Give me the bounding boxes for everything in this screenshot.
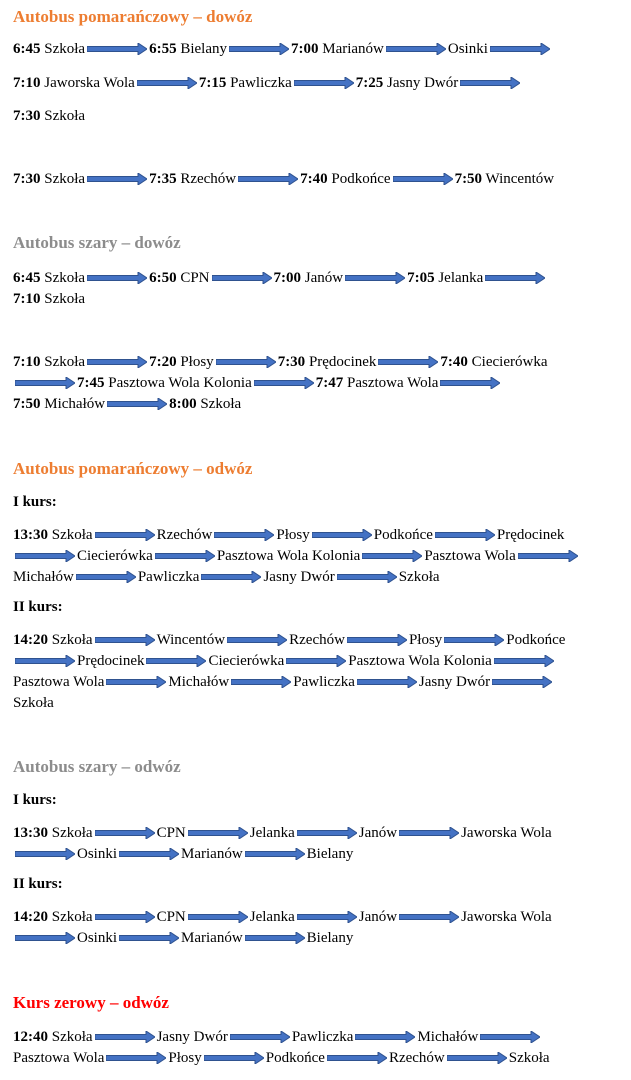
stop-name: Jelanka: [249, 824, 295, 841]
section-heading: Autobus szary – dowóz: [13, 233, 181, 252]
bus-stop: [359, 909, 397, 926]
stop-name: Bielany: [306, 845, 354, 862]
stop-time: 7:30: [13, 170, 41, 187]
arrow-right-icon: [518, 550, 578, 562]
stop-time: 7:00: [273, 269, 302, 286]
stop-name: Ciecierówka: [77, 547, 153, 564]
route-line: [13, 567, 440, 587]
stop-name: Jasny Dwór: [263, 568, 335, 585]
arrow-right-icon: [15, 932, 75, 944]
stop-name: Jasny Dwór: [156, 1028, 228, 1045]
bus-stop: [399, 569, 440, 586]
bus-stop: [77, 846, 117, 863]
stop-name: Jelanka: [438, 269, 484, 286]
bus-stop: [455, 171, 555, 188]
bus-stop: [419, 674, 490, 691]
bus-stop: [276, 527, 309, 544]
stop-name: Rzechów: [180, 170, 237, 187]
arrow-right-icon: [435, 529, 495, 541]
stop-name: Michałów: [417, 1028, 479, 1045]
stop-name: Pawliczka: [291, 1028, 354, 1045]
bus-stop: [292, 1029, 354, 1046]
arrow-right-icon: [386, 43, 446, 55]
section-heading: Autobus pomarańczowy – odwóz: [13, 459, 253, 478]
arrow-right-icon: [87, 173, 147, 185]
stop-name: Wincentów: [485, 170, 555, 187]
route-line: [13, 525, 564, 545]
bus-stop: [13, 291, 85, 308]
arrow-right-icon: [297, 827, 357, 839]
bus-stop: [157, 825, 186, 842]
bus-stop: [13, 75, 135, 92]
stop-name: Jaworska Wola: [461, 908, 552, 925]
arrow-right-icon: [245, 932, 305, 944]
stop-time: 7:30: [13, 107, 41, 124]
stop-time: 7:15: [198, 74, 227, 91]
arrow-right-icon: [214, 529, 274, 541]
stop-time: 7:20: [149, 353, 177, 370]
bus-stop: [293, 674, 355, 691]
stop-name: Wincentów: [156, 631, 226, 648]
bus-stop: [13, 1050, 104, 1067]
stop-time: 6:45: [13, 40, 41, 57]
arrow-right-icon: [137, 77, 197, 89]
route-line: [13, 546, 580, 566]
arrow-right-icon: [229, 43, 289, 55]
bus-stop: [13, 41, 85, 58]
arrow-right-icon: [15, 655, 75, 667]
stop-name: Jaworska Wola: [461, 824, 552, 841]
stop-name: Michałów: [44, 395, 106, 412]
stop-name: Osinki: [77, 845, 118, 862]
bus-stop: [497, 527, 564, 544]
bus-stop: [149, 270, 209, 287]
stop-name: Bielany: [180, 40, 227, 57]
arrow-right-icon: [362, 550, 422, 562]
stop-name: Płosy: [180, 353, 214, 370]
bus-stop: [13, 569, 74, 586]
stop-time: 7:45: [77, 374, 105, 391]
bus-stop: [506, 632, 565, 649]
bus-stop: [13, 825, 93, 842]
stop-time: 6:45: [13, 269, 41, 286]
stop-name: Szkoła: [51, 526, 93, 543]
kurs-label: I kurs:: [13, 792, 57, 808]
route-line: [13, 394, 241, 414]
stop-name: Osinki: [447, 40, 488, 57]
arrow-right-icon: [230, 1031, 290, 1043]
arrow-right-icon: [188, 827, 248, 839]
arrow-right-icon: [204, 1052, 264, 1064]
bus-stop: [307, 930, 354, 947]
bus-stop: [307, 846, 354, 863]
stop-time: 7:10: [13, 74, 41, 91]
arrow-right-icon: [286, 655, 346, 667]
bus-stop: [181, 930, 243, 947]
stop-name: Szkoła: [508, 1049, 550, 1066]
stop-name: Rzechów: [388, 1049, 445, 1066]
kurs-label: II kurs:: [13, 876, 63, 892]
stop-name: Płosy: [408, 631, 443, 648]
stop-time: 7:50: [13, 395, 41, 412]
bus-stop: [13, 354, 85, 371]
arrow-right-icon: [492, 676, 552, 688]
arrow-right-icon: [347, 634, 407, 646]
bus-stop: [407, 270, 483, 287]
bus-stop: [13, 396, 105, 413]
stop-name: Rzechów: [289, 631, 345, 648]
stop-time: 13:30: [13, 824, 48, 841]
bus-stop: [509, 1050, 550, 1067]
route-line: [13, 1027, 542, 1047]
bus-stop: [138, 569, 200, 586]
stop-name: Michałów: [168, 673, 230, 690]
arrow-right-icon: [87, 272, 147, 284]
arrow-right-icon: [95, 1031, 155, 1043]
route-line: [13, 693, 54, 713]
stop-name: Płosy: [168, 1049, 202, 1066]
bus-stop: [440, 354, 547, 371]
arrow-right-icon: [76, 571, 136, 583]
stop-name: CPN: [156, 908, 186, 925]
stop-name: Szkoła: [398, 568, 440, 585]
route-line: [13, 268, 547, 288]
route-line: [13, 844, 353, 864]
route-line: [13, 672, 554, 692]
route-line: [13, 928, 353, 948]
bus-stop: [13, 527, 93, 544]
bus-stop: [461, 825, 552, 842]
arrow-right-icon: [245, 848, 305, 860]
stop-name: Szkoła: [44, 107, 86, 124]
arrow-right-icon: [188, 911, 248, 923]
stop-time: 13:30: [13, 526, 48, 543]
route-line: [13, 651, 556, 671]
stop-name: CPN: [180, 269, 210, 286]
bus-stop: [157, 1029, 228, 1046]
stop-time: 14:20: [13, 631, 48, 648]
bus-stop: [77, 375, 252, 392]
stop-name: Prędocinek: [77, 652, 145, 669]
bus-stop: [181, 846, 243, 863]
bus-stop: [266, 1050, 325, 1067]
route-line: [13, 106, 85, 126]
bus-stop: [13, 270, 85, 287]
bus-stop: [149, 41, 227, 58]
stop-name: CPN: [156, 824, 186, 841]
bus-stop: [409, 632, 442, 649]
stop-name: Jelanka: [249, 908, 295, 925]
bus-stop: [417, 1029, 478, 1046]
stop-name: Szkoła: [44, 170, 86, 187]
arrow-right-icon: [485, 272, 545, 284]
bus-stop: [168, 1050, 201, 1067]
stop-name: Szkoła: [51, 631, 93, 648]
stop-name: Jasny Dwór: [386, 74, 459, 91]
route-line: [13, 823, 552, 843]
arrow-right-icon: [444, 634, 504, 646]
stop-name: Szkoła: [13, 694, 54, 711]
stop-name: Ciecierówka: [471, 353, 548, 370]
arrow-right-icon: [119, 932, 179, 944]
stop-name: Szkoła: [44, 269, 86, 286]
kurs-label: II kurs:: [13, 599, 63, 615]
stop-name: Marianów: [181, 845, 243, 862]
route-line: [13, 907, 552, 927]
arrow-right-icon: [95, 911, 155, 923]
stop-time: 7:05: [407, 269, 435, 286]
route-line: [13, 289, 85, 309]
stop-name: Janów: [358, 824, 398, 841]
bus-stop: [250, 909, 295, 926]
stop-name: Michałów: [13, 568, 74, 585]
stop-name: Prędocinek: [496, 526, 565, 543]
stop-name: Podkońce: [265, 1049, 325, 1066]
stop-time: 14:20: [13, 908, 48, 925]
bus-stop: [77, 548, 153, 565]
section-heading: Autobus szary – odwóz: [13, 757, 181, 776]
route-line: [13, 73, 522, 93]
bus-stop: [348, 653, 492, 670]
stop-name: Janów: [358, 908, 398, 925]
bus-stop: [157, 909, 186, 926]
arrow-right-icon: [15, 848, 75, 860]
stop-name: Pasztowa Wola Kolonia: [348, 652, 492, 669]
stop-time: 7:47: [315, 374, 344, 391]
bus-stop: [168, 674, 229, 691]
arrow-right-icon: [95, 529, 155, 541]
arrow-right-icon: [238, 173, 298, 185]
stop-name: Szkoła: [44, 353, 86, 370]
route-line: [13, 352, 547, 372]
stop-name: Osinki: [77, 929, 118, 946]
stop-name: Marianów: [181, 929, 243, 946]
bus-stop: [278, 354, 377, 371]
bus-stop: [13, 695, 54, 712]
stop-name: Jasny Dwór: [418, 673, 491, 690]
bus-stop: [289, 632, 345, 649]
arrow-right-icon: [393, 173, 453, 185]
stop-time: 7:30: [277, 353, 306, 370]
arrow-right-icon: [355, 1031, 415, 1043]
arrow-right-icon: [227, 634, 287, 646]
stop-name: Jaworska Wola: [44, 74, 135, 91]
arrow-right-icon: [107, 398, 167, 410]
stop-name: Pawliczka: [293, 673, 355, 690]
stop-name: Szkoła: [200, 395, 242, 412]
stop-name: Rzechów: [156, 526, 213, 543]
arrow-right-icon: [95, 634, 155, 646]
arrow-right-icon: [106, 1052, 166, 1064]
arrow-right-icon: [297, 911, 357, 923]
bus-stop: [356, 75, 459, 92]
bus-stop: [13, 674, 104, 691]
route-line: [13, 39, 552, 59]
stop-name: Pasztowa Wola Kolonia: [108, 374, 252, 391]
route-line: [13, 1048, 550, 1068]
stop-name: Podkońce: [506, 631, 566, 648]
bus-stop: [157, 632, 226, 649]
stop-time: 6:55: [149, 40, 177, 57]
arrow-right-icon: [201, 571, 261, 583]
bus-stop: [316, 375, 439, 392]
arrow-right-icon: [399, 827, 459, 839]
arrow-right-icon: [294, 77, 354, 89]
arrow-right-icon: [480, 1031, 540, 1043]
bus-stop: [250, 825, 295, 842]
stop-name: Ciecierówka: [208, 652, 285, 669]
arrow-right-icon: [357, 676, 417, 688]
arrow-right-icon: [216, 356, 276, 368]
bus-stop: [157, 527, 213, 544]
bus-stop: [199, 75, 292, 92]
bus-stop: [13, 171, 85, 188]
arrow-right-icon: [106, 676, 166, 688]
stop-name: Podkońce: [331, 170, 391, 187]
bus-stop: [448, 41, 488, 58]
arrow-right-icon: [337, 571, 397, 583]
stop-name: Szkoła: [51, 1028, 93, 1045]
arrow-right-icon: [212, 272, 272, 284]
arrow-right-icon: [345, 272, 405, 284]
route-line: [13, 373, 502, 393]
arrow-right-icon: [490, 43, 550, 55]
bus-stop: [217, 548, 361, 565]
arrow-right-icon: [231, 676, 291, 688]
arrow-right-icon: [155, 550, 215, 562]
stop-name: Marianów: [322, 40, 384, 57]
stop-name: Szkoła: [51, 908, 93, 925]
arrow-right-icon: [15, 377, 75, 389]
stop-time: 7:00: [290, 40, 319, 57]
bus-stop: [208, 653, 284, 670]
bus-stop: [389, 1050, 445, 1067]
stop-name: Płosy: [276, 526, 310, 543]
arrow-right-icon: [440, 377, 500, 389]
stop-name: Szkoła: [44, 40, 86, 57]
arrow-right-icon: [15, 550, 75, 562]
bus-stop: [13, 632, 93, 649]
stop-name: Prędocinek: [308, 353, 377, 370]
bus-stop: [263, 569, 334, 586]
stop-name: Szkoła: [51, 824, 93, 841]
bus-stop: [149, 354, 214, 371]
arrow-right-icon: [146, 655, 206, 667]
bus-stop: [13, 1029, 93, 1046]
bus-stop: [77, 653, 144, 670]
bus-stop: [424, 548, 515, 565]
stop-name: Pawliczka: [230, 74, 292, 91]
bus-stop: [359, 825, 397, 842]
section-heading: Autobus pomarańczowy – dowóz: [13, 7, 253, 26]
bus-stop: [461, 909, 552, 926]
route-line: [13, 169, 554, 189]
bus-stop: [77, 930, 117, 947]
stop-time: 7:50: [454, 170, 483, 187]
bus-stop: [149, 171, 236, 188]
stop-name: Pasztowa Wola: [13, 673, 105, 690]
kurs-label: I kurs:: [13, 494, 57, 510]
section-heading: Kurs zerowy – odwóz: [13, 993, 169, 1012]
stop-time: 7:40: [300, 170, 328, 187]
bus-stop: [374, 527, 433, 544]
arrow-right-icon: [399, 911, 459, 923]
arrow-right-icon: [312, 529, 372, 541]
stop-time: 6:50: [149, 269, 177, 286]
route-line: [13, 630, 565, 650]
bus-stop: [169, 396, 241, 413]
stop-name: Pasztowa Wola: [13, 1049, 105, 1066]
stop-time: 12:40: [13, 1028, 48, 1045]
arrow-right-icon: [119, 848, 179, 860]
bus-stop: [13, 909, 93, 926]
stop-time: 8:00: [169, 395, 197, 412]
stop-time: 7:10: [13, 353, 41, 370]
arrow-right-icon: [327, 1052, 387, 1064]
stop-name: Pasztowa Wola: [347, 374, 439, 391]
arrow-right-icon: [460, 77, 520, 89]
arrow-right-icon: [87, 43, 147, 55]
stop-name: Podkońce: [373, 526, 433, 543]
arrow-right-icon: [95, 827, 155, 839]
arrow-right-icon: [87, 356, 147, 368]
arrow-right-icon: [494, 655, 554, 667]
stop-time: 7:35: [149, 170, 177, 187]
stop-name: Pawliczka: [137, 568, 200, 585]
stop-name: Szkoła: [44, 290, 86, 307]
stop-name: Pasztowa Wola: [424, 547, 516, 564]
bus-stop: [300, 171, 390, 188]
stop-time: 7:10: [13, 290, 41, 307]
stop-time: 7:25: [355, 74, 384, 91]
stop-name: Bielany: [306, 929, 354, 946]
bus-stop: [274, 270, 344, 287]
bus-stop: [13, 108, 85, 125]
stop-name: Pasztowa Wola Kolonia: [216, 547, 361, 564]
bus-stop: [291, 41, 384, 58]
stop-time: 7:40: [440, 353, 468, 370]
stop-name: Janów: [304, 269, 344, 286]
arrow-right-icon: [378, 356, 438, 368]
arrow-right-icon: [447, 1052, 507, 1064]
arrow-right-icon: [254, 377, 314, 389]
